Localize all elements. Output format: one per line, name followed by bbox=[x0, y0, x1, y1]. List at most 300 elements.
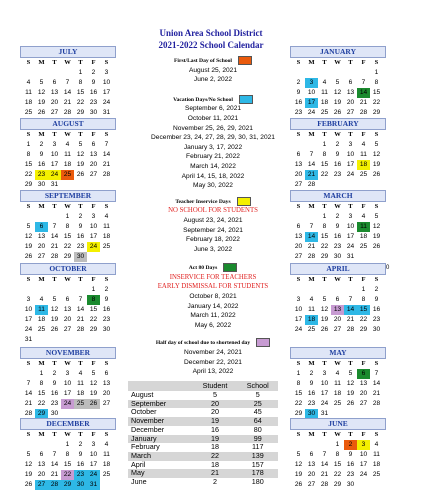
weekday-header: W bbox=[334, 431, 341, 438]
student-days-cell: 2 bbox=[212, 477, 217, 487]
school-days-cell: 117 bbox=[252, 442, 264, 452]
day-cell: 10 bbox=[346, 151, 355, 158]
day-cell: 23 bbox=[346, 471, 355, 478]
weekday-header: F bbox=[91, 59, 96, 66]
weekday-header: S bbox=[26, 360, 31, 367]
day-cell: 4 bbox=[78, 370, 83, 377]
day-cell: 3 bbox=[104, 69, 109, 76]
day-cell bbox=[318, 285, 331, 295]
day-cell: 1 bbox=[322, 213, 327, 220]
day-cell: 8 bbox=[65, 223, 70, 230]
student-days-cell: 21 bbox=[192, 469, 237, 478]
weekday-header: T bbox=[322, 431, 327, 438]
day-cell: 26 bbox=[37, 109, 46, 116]
legend-heading-text: First/Last Day of School bbox=[174, 57, 232, 64]
day-cell: 1 bbox=[39, 370, 44, 377]
day-cell: 2 bbox=[335, 213, 340, 220]
day-cell: 10 bbox=[359, 451, 368, 458]
day-cell: 13 bbox=[37, 233, 46, 240]
day-cell: 15 bbox=[89, 306, 98, 313]
day-cell: 20 bbox=[37, 243, 46, 250]
day-cell: 17 bbox=[63, 390, 72, 397]
weekday-header: T bbox=[322, 59, 327, 66]
day-cell: 27 bbox=[35, 480, 48, 490]
day-cell: 4 bbox=[361, 141, 366, 148]
weekday-header: M bbox=[308, 276, 315, 283]
day-cell: 12 bbox=[24, 233, 33, 240]
day-cell: 22 bbox=[76, 99, 85, 106]
weekday-header: T bbox=[52, 131, 57, 138]
day-cell: 5 bbox=[91, 370, 96, 377]
month-grid bbox=[22, 130, 116, 190]
day-cell: 28 bbox=[307, 253, 316, 260]
day-cell: 19 bbox=[37, 99, 46, 106]
legend-date: November 25, 26, 29, 2021 bbox=[173, 124, 253, 132]
weekday-header: T bbox=[78, 131, 83, 138]
day-cell bbox=[61, 335, 74, 345]
day-cell: 15 bbox=[333, 461, 342, 468]
day-cell bbox=[22, 369, 35, 379]
month-grid bbox=[22, 430, 116, 490]
day-cell: 22 bbox=[333, 471, 342, 478]
legend-heading bbox=[130, 338, 296, 348]
day-cell: 6 bbox=[104, 370, 109, 377]
day-cell bbox=[357, 180, 370, 190]
day-cell: 29 bbox=[63, 253, 72, 260]
day-cell: 18 bbox=[320, 99, 329, 106]
day-cell: 9 bbox=[78, 223, 83, 230]
day-cell: 31 bbox=[50, 181, 59, 188]
day-cell: 16 bbox=[102, 306, 111, 313]
day-cell: 1 bbox=[335, 441, 340, 448]
day-cell: 18 bbox=[357, 160, 370, 170]
day-cell: 23 bbox=[307, 400, 316, 407]
day-cell: 21 bbox=[372, 390, 381, 397]
day-cell: 27 bbox=[294, 181, 303, 188]
day-cell: 23 bbox=[89, 99, 98, 106]
weekday-header: T bbox=[322, 203, 327, 210]
day-cell: 10 bbox=[320, 380, 329, 387]
day-cell bbox=[61, 285, 74, 295]
day-cell: 23 bbox=[76, 243, 85, 250]
day-cell: 14 bbox=[344, 305, 357, 315]
day-cell: 16 bbox=[76, 461, 85, 468]
day-cell: 3 bbox=[348, 141, 353, 148]
legend-date: October 8, 2021 bbox=[189, 293, 237, 301]
weekday-header: S bbox=[26, 131, 31, 138]
day-cell: 13 bbox=[346, 89, 355, 96]
month-grid bbox=[292, 430, 386, 490]
month-cell: November bbox=[128, 417, 192, 426]
weekday-header: F bbox=[91, 276, 96, 283]
school-days-cell: 178 bbox=[238, 469, 278, 478]
month-cell: October bbox=[131, 407, 157, 417]
day-cell: 9 bbox=[52, 380, 57, 387]
legend-heading-text: Vacation Days/No School bbox=[173, 96, 233, 103]
day-cell bbox=[357, 252, 370, 262]
legend-note: INSERVICE FOR TEACHERS bbox=[169, 273, 257, 281]
day-cell: 2 bbox=[104, 286, 109, 293]
day-cell bbox=[331, 285, 344, 295]
month-november bbox=[20, 347, 116, 419]
day-cell bbox=[100, 480, 113, 490]
month-october bbox=[20, 263, 116, 345]
legend-heading-text: Teacher Inservice Days bbox=[175, 198, 231, 205]
day-cell: 22 bbox=[63, 243, 72, 250]
day-cell: 14 bbox=[305, 232, 318, 242]
day-cell: 11 bbox=[103, 451, 110, 458]
month-name: OCTOBER bbox=[20, 263, 116, 275]
school-days-cell: 139 bbox=[238, 452, 278, 461]
day-cell: 30 bbox=[372, 326, 381, 333]
day-cell bbox=[305, 285, 318, 295]
day-cell: 6 bbox=[309, 451, 314, 458]
weekday-header: W bbox=[334, 360, 341, 367]
day-cell: 11 bbox=[35, 305, 48, 315]
day-cell: 9 bbox=[91, 79, 96, 86]
weekday-header: T bbox=[322, 131, 327, 138]
weekday-header: T bbox=[78, 203, 83, 210]
day-cell: 5 bbox=[374, 141, 379, 148]
day-cell: 29 bbox=[35, 409, 48, 419]
day-cell: 9 bbox=[335, 223, 340, 230]
day-cell: 23 bbox=[294, 109, 303, 116]
day-cell: 2 bbox=[78, 213, 83, 220]
day-cell: 16 bbox=[307, 390, 316, 397]
day-cell: 22 bbox=[24, 171, 33, 178]
day-cell: 15 bbox=[357, 305, 370, 315]
day-cell: 4 bbox=[65, 141, 70, 148]
day-cell bbox=[22, 68, 35, 78]
weekday-header: W bbox=[64, 203, 71, 210]
day-cell: 25 bbox=[320, 109, 329, 116]
table-header-student: Student bbox=[192, 381, 237, 391]
weekday-header: S bbox=[374, 203, 379, 210]
day-cell: 15 bbox=[63, 461, 72, 468]
day-cell: 16 bbox=[89, 89, 98, 96]
day-cell: 27 bbox=[50, 109, 59, 116]
day-cell: 14 bbox=[24, 390, 33, 397]
day-cell: 8 bbox=[39, 380, 44, 387]
day-cell bbox=[305, 68, 318, 78]
table-row bbox=[128, 478, 278, 487]
day-cell: 5 bbox=[26, 223, 31, 230]
day-cell: 28 bbox=[320, 481, 329, 488]
day-cell: 1 bbox=[322, 141, 327, 148]
day-cell: 5 bbox=[52, 296, 57, 303]
day-cell: 26 bbox=[294, 481, 303, 488]
month-grid bbox=[22, 202, 116, 262]
school-days-cell: 25 bbox=[238, 400, 278, 409]
weekday-header: S bbox=[26, 203, 31, 210]
day-cell: 20 bbox=[63, 316, 72, 323]
day-cell: 17 bbox=[294, 316, 303, 323]
day-cell bbox=[87, 335, 100, 345]
legend-color-swatch bbox=[239, 95, 253, 104]
day-cell: 10 bbox=[294, 306, 303, 313]
day-cell: 29 bbox=[372, 109, 381, 116]
weekday-header: S bbox=[374, 431, 379, 438]
day-cell: 28 bbox=[24, 410, 33, 417]
weekday-header: M bbox=[38, 59, 45, 66]
weekday-header: M bbox=[38, 431, 45, 438]
legend-date: April 14, 15, 18, 2022 bbox=[181, 172, 245, 180]
day-cell: 13 bbox=[331, 305, 344, 315]
day-cell: 29 bbox=[89, 326, 98, 333]
legend-date: March 14, 2022 bbox=[190, 162, 236, 170]
day-cell: 18 bbox=[24, 99, 33, 106]
weekday-header: T bbox=[52, 276, 57, 283]
legend-date: October 11, 2021 bbox=[187, 114, 239, 122]
day-cell: 21 bbox=[346, 316, 355, 323]
day-cell: 22 bbox=[359, 316, 368, 323]
day-cell: 24 bbox=[346, 243, 355, 250]
day-cell: 11 bbox=[308, 306, 315, 313]
day-cell bbox=[22, 440, 35, 450]
day-cell: 14 bbox=[50, 233, 59, 240]
day-cell: 8 bbox=[374, 79, 379, 86]
weekday-header: T bbox=[52, 59, 57, 66]
day-cell: 18 bbox=[102, 461, 111, 468]
day-cell: 23 bbox=[333, 171, 342, 178]
weekday-header: T bbox=[78, 431, 83, 438]
day-count-table bbox=[128, 381, 278, 487]
day-cell: 13 bbox=[89, 151, 98, 158]
day-cell: 7 bbox=[52, 223, 57, 230]
day-cell bbox=[74, 180, 87, 190]
day-cell: 13 bbox=[294, 233, 303, 240]
day-cell: 19 bbox=[294, 471, 303, 478]
day-cell: 19 bbox=[320, 316, 329, 323]
day-cell: 4 bbox=[322, 79, 327, 86]
day-cell: 19 bbox=[346, 390, 355, 397]
day-cell: 30 bbox=[346, 481, 355, 488]
month-cell: September bbox=[128, 400, 192, 409]
day-cell: 30 bbox=[89, 109, 98, 116]
day-cell: 21 bbox=[305, 170, 318, 180]
weekday-header: W bbox=[334, 276, 341, 283]
day-cell: 18 bbox=[305, 315, 318, 325]
day-cell: 25 bbox=[102, 243, 111, 250]
day-cell: 18 bbox=[359, 233, 368, 240]
weekday-header: M bbox=[308, 360, 315, 367]
month-name: SEPTEMBER bbox=[20, 190, 116, 202]
weekday-header: S bbox=[374, 59, 379, 66]
day-cell bbox=[35, 68, 48, 78]
day-cell: 3 bbox=[296, 296, 301, 303]
day-cell bbox=[100, 335, 113, 345]
day-cell: 4 bbox=[104, 441, 109, 448]
month-april bbox=[290, 263, 386, 335]
month-grid bbox=[292, 130, 386, 190]
day-cell: 16 bbox=[372, 306, 381, 313]
day-cell: 5 bbox=[322, 296, 327, 303]
day-cell: 26 bbox=[320, 326, 329, 333]
day-cell: 13 bbox=[50, 89, 59, 96]
day-cell: 8 bbox=[296, 380, 301, 387]
weekday-header: M bbox=[308, 431, 315, 438]
student-days-cell: 19 bbox=[192, 417, 237, 426]
weekday-header: S bbox=[374, 276, 379, 283]
weekday-header: T bbox=[322, 276, 327, 283]
day-cell: 6 bbox=[65, 296, 70, 303]
day-cell: 10 bbox=[89, 223, 98, 230]
day-cell: 1 bbox=[65, 213, 70, 220]
day-cell: 19 bbox=[24, 471, 33, 478]
legend-note: EARLY DISMISSAL FOR STUDENTS bbox=[157, 283, 269, 291]
weekday-header: W bbox=[64, 360, 71, 367]
school-days-cell: 5 bbox=[255, 390, 260, 399]
day-cell: 17 bbox=[346, 233, 355, 240]
day-cell: 24 bbox=[346, 171, 355, 178]
day-cell bbox=[35, 212, 48, 222]
school-days-cell: 64 bbox=[238, 417, 278, 426]
day-cell: 28 bbox=[372, 400, 381, 407]
day-cell: 25 bbox=[333, 400, 342, 407]
day-cell bbox=[61, 180, 74, 190]
day-cell: 2 bbox=[344, 440, 357, 450]
legend-date: June 2, 2022 bbox=[193, 76, 233, 84]
day-cell: 21 bbox=[102, 161, 111, 168]
legend-color-swatch bbox=[256, 338, 270, 347]
day-cell: 13 bbox=[294, 161, 303, 168]
day-cell: 26 bbox=[24, 481, 33, 488]
day-cell: 16 bbox=[37, 161, 46, 168]
day-cell: 13 bbox=[37, 461, 46, 468]
day-cell bbox=[74, 285, 87, 295]
day-cell: 17 bbox=[359, 461, 368, 468]
month-june bbox=[290, 418, 386, 490]
month-cell: June bbox=[131, 477, 147, 487]
day-cell: 26 bbox=[372, 171, 381, 178]
day-cell: 17 bbox=[102, 89, 111, 96]
day-cell: 12 bbox=[320, 306, 329, 313]
day-cell: 10 bbox=[307, 89, 316, 96]
day-cell: 27 bbox=[294, 253, 303, 260]
day-cell: 15 bbox=[76, 89, 85, 96]
weekday-header: W bbox=[334, 59, 341, 66]
weekday-header: M bbox=[308, 203, 315, 210]
day-cell: 10 bbox=[89, 451, 98, 458]
day-cell bbox=[318, 68, 331, 78]
day-cell: 29 bbox=[294, 410, 303, 417]
day-cell: 26 bbox=[50, 326, 59, 333]
day-cell: 15 bbox=[63, 233, 72, 240]
day-cell: 22 bbox=[320, 171, 329, 178]
edge-mark: 0 bbox=[386, 265, 390, 271]
day-cell: 16 bbox=[333, 233, 342, 240]
weekday-header: F bbox=[361, 431, 366, 438]
weekday-header: W bbox=[64, 131, 71, 138]
day-cell: 28 bbox=[102, 171, 111, 178]
day-cell: 30 bbox=[74, 252, 87, 262]
day-cell: 12 bbox=[346, 380, 355, 387]
student-days-cell: 18 bbox=[210, 442, 219, 452]
day-cell bbox=[22, 212, 35, 222]
day-cell: 27 bbox=[307, 481, 316, 488]
weekday-header: S bbox=[296, 431, 301, 438]
day-cell bbox=[305, 440, 318, 450]
day-cell: 14 bbox=[76, 306, 85, 313]
day-cell: 17 bbox=[50, 161, 59, 168]
school-days-cell: 45 bbox=[253, 407, 262, 417]
day-cell: 3 bbox=[305, 78, 318, 88]
day-cell: 2 bbox=[335, 141, 340, 148]
day-cell: 4 bbox=[361, 213, 366, 220]
day-cell: 13 bbox=[102, 380, 111, 387]
day-cell: 25 bbox=[37, 326, 46, 333]
day-cell bbox=[48, 285, 61, 295]
day-cell: 3 bbox=[52, 141, 57, 148]
day-cell: 20 bbox=[37, 471, 46, 478]
day-cell: 25 bbox=[102, 471, 111, 478]
day-cell bbox=[370, 252, 383, 262]
day-cell: 1 bbox=[374, 69, 379, 76]
day-cell: 22 bbox=[372, 99, 381, 106]
legend-color-swatch bbox=[223, 263, 237, 272]
day-cell bbox=[100, 180, 113, 190]
weekday-header: T bbox=[52, 203, 57, 210]
day-cell: 3 bbox=[65, 370, 70, 377]
month-name: NOVEMBER bbox=[20, 347, 116, 359]
weekday-header: T bbox=[348, 360, 353, 367]
month-name: JANUARY bbox=[290, 46, 386, 58]
day-cell bbox=[100, 252, 113, 262]
month-september bbox=[20, 190, 116, 262]
day-cell: 2 bbox=[52, 370, 57, 377]
weekday-header: T bbox=[52, 360, 57, 367]
day-cell: 17 bbox=[305, 98, 318, 108]
day-cell: 28 bbox=[359, 109, 368, 116]
day-cell bbox=[331, 180, 344, 190]
weekday-header: W bbox=[64, 276, 71, 283]
day-cell: 4 bbox=[26, 79, 31, 86]
day-cell: 25 bbox=[359, 171, 368, 178]
month-february bbox=[290, 118, 386, 190]
day-cell: 25 bbox=[61, 170, 74, 180]
day-cell: 16 bbox=[294, 99, 303, 106]
day-cell: 8 bbox=[65, 451, 70, 458]
day-cell: 1 bbox=[65, 441, 70, 448]
day-cell: 5 bbox=[348, 370, 353, 377]
day-cell: 6 bbox=[52, 79, 57, 86]
legend-date: January 14, 2022 bbox=[187, 302, 239, 310]
day-cell: 19 bbox=[372, 233, 381, 240]
calendar-subtitle: 2021-2022 School Calendar bbox=[158, 40, 264, 50]
month-december bbox=[20, 418, 116, 490]
weekday-header: W bbox=[334, 203, 341, 210]
day-cell: 4 bbox=[374, 441, 379, 448]
day-cell: 14 bbox=[357, 88, 370, 98]
day-cell: 7 bbox=[374, 370, 379, 377]
weekday-header: F bbox=[361, 360, 366, 367]
day-cell: 18 bbox=[63, 161, 72, 168]
day-cell: 20 bbox=[89, 161, 98, 168]
weekday-header: S bbox=[374, 131, 379, 138]
day-cell: 10 bbox=[102, 79, 111, 86]
day-cell: 14 bbox=[102, 151, 111, 158]
day-cell: 3 bbox=[322, 370, 327, 377]
day-cell: 12 bbox=[37, 89, 46, 96]
day-cell bbox=[87, 180, 100, 190]
weekday-header: S bbox=[296, 131, 301, 138]
day-cell: 7 bbox=[361, 79, 366, 86]
weekday-header: S bbox=[296, 59, 301, 66]
day-cell: 17 bbox=[320, 390, 329, 397]
day-cell: 2 bbox=[374, 286, 379, 293]
legend-heading bbox=[130, 197, 296, 207]
weekday-header: S bbox=[104, 276, 109, 283]
